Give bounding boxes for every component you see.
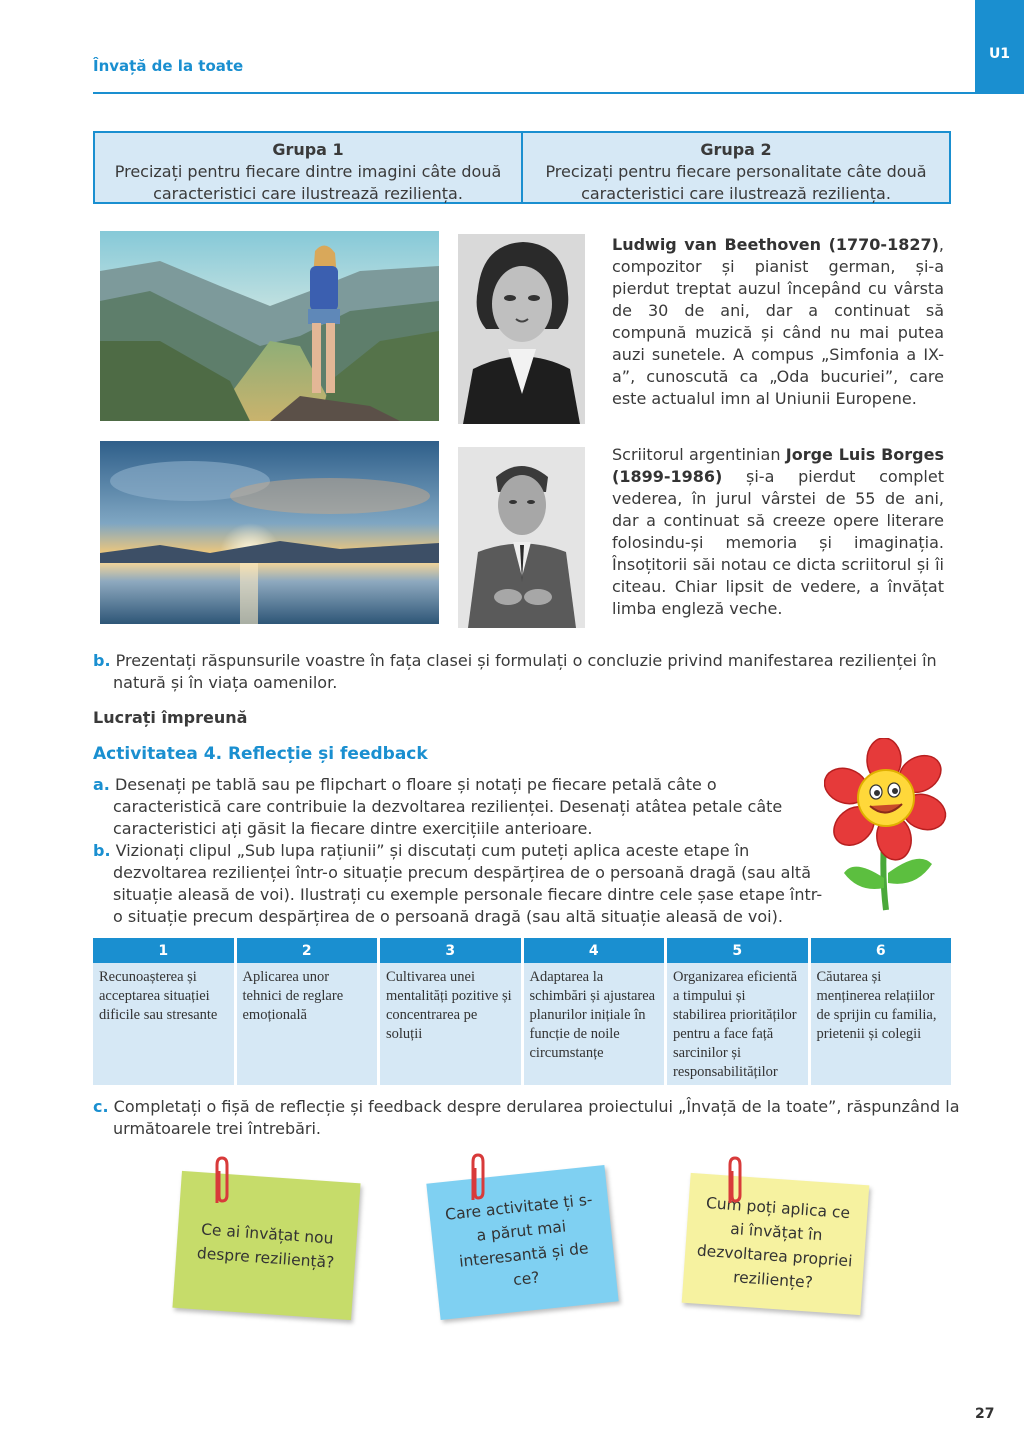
step-column	[811, 938, 952, 1085]
item-b-text: Prezentați răspunsurile voastre în fața clasei și formulați o concluzie privind manifestarea rezilienței în natură și în viața oamenilor.	[113, 651, 937, 692]
sticky-note	[426, 1165, 618, 1320]
activity-c-label: c.	[93, 1097, 109, 1116]
step-column	[380, 938, 521, 1085]
note-text: Care activitate ți s-a părut mai interesantă și de ce?	[444, 1190, 594, 1289]
paperclip-icon	[723, 1155, 745, 1207]
group-1-line2: caracteristici care ilustrează reziliența.	[153, 184, 463, 203]
group-2-title: Grupa 2	[700, 140, 772, 159]
borges-name: Jorge Luis Borges (1899-1986)	[612, 445, 944, 486]
item-b	[93, 650, 971, 694]
beethoven-text: , compozitor și pianist german, și-a pierdut treptat auzul începând cu vârsta de 30 de ani, dar a continuat să compună muzică și când nu mai putea auzi sunetele. A compus „Simfonia a IX-a”, cunoscută ca „Oda bucuriei”, care este actualul imn al Uniunii Europene.	[612, 235, 944, 408]
sticky-note	[682, 1173, 870, 1315]
activity-item-a	[93, 774, 827, 840]
step-text: Organizarea eficientă a timpului și stabilirea priorităților pentru a face față sarcinilor și responsabilităților	[667, 963, 808, 1085]
unit-tab: U1	[975, 0, 1024, 94]
note-text: Cum poți aplica ce ai învățat în dezvoltarea propriei reziliențe?	[696, 1194, 853, 1292]
paperclip-icon	[210, 1155, 232, 1207]
running-header: Învață de la toate	[93, 57, 244, 75]
smiling-flower-illustration	[824, 738, 954, 913]
paperclip-icon	[466, 1152, 488, 1204]
step-text: Aplicarea unor tehnici de reglare emoțională	[237, 963, 378, 1085]
section-heading: Lucrați împreună	[93, 708, 248, 727]
activity-c-text: Completați o fișă de reflecție și feedback despre derularea proiectului „Învață de la toate”, răspunzând la următoarele trei întrebări.	[113, 1097, 960, 1138]
page-number: 27	[975, 1406, 995, 1422]
step-number: 6	[811, 938, 952, 963]
header-divider	[93, 92, 975, 94]
step-number: 1	[93, 938, 234, 963]
step-number: 4	[524, 938, 665, 963]
borges-portrait	[458, 447, 585, 628]
step-column	[667, 938, 808, 1085]
activity-title: Activitatea 4. Reflecție și feedback	[93, 744, 428, 764]
beethoven-name: Ludwig van Beethoven (1770-1827)	[612, 235, 939, 254]
activity-item-c	[93, 1096, 971, 1140]
note-text: Ce ai învățat nou despre reziliență?	[196, 1219, 335, 1272]
groups-table	[93, 131, 951, 204]
step-text: Adaptarea la schimbări și ajustarea planurilor inițiale în funcție de noile circumstanțe	[524, 963, 665, 1085]
activity-a-text: Desenați pe tablă sau pe flipchart o floare și notați pe fiecare petală câte o caracteristică care contribuie la dezvoltarea rezilienței. Desenați atâtea petale câte caracteristici ați găsit la fiecare dintre exercițiile anterioare.	[113, 775, 783, 838]
group-2-line1: Precizați pentru fiecare personalitate câte două	[545, 162, 927, 181]
resilience-steps-table	[93, 938, 951, 1085]
group-1-cell	[95, 133, 521, 202]
item-b-label: b.	[93, 651, 111, 670]
group-1-line1: Precizați pentru fiecare dintre imagini câte două	[114, 162, 502, 181]
group-1-title: Grupa 1	[272, 140, 344, 159]
activity-item-b	[93, 840, 827, 928]
beethoven-portrait	[458, 234, 585, 424]
step-number: 3	[380, 938, 521, 963]
step-column	[237, 938, 378, 1085]
activity-b-text: Vizionați clipul „Sub lupa rațiunii” și discutați cum puteți aplica aceste etape în dezvoltarea rezilienței într-o situație precum despărțirea de o persoană dragă (sau altă situație aleasă de voi). Ilustrați cu exemple personale fiecare dintre cele șase etape într-o situație precum despărțirea de o persoană dragă (sau altă situație aleasă de voi).	[113, 841, 823, 926]
activity-b-label: b.	[93, 841, 111, 860]
group-2-line2: caracteristici care ilustrează reziliența.	[581, 184, 891, 203]
borges-text: și-a pierdut complet vederea, în jurul vârstei de 55 de ani, dar a continuat să creeze opere literare folosindu-și memoria și imaginația. Însoțitorii săi notau ce dicta scriitorul și îi citeau. Chiar lipsit de vedere, a învățat limba engleză veche.	[612, 467, 944, 618]
step-number: 2	[237, 938, 378, 963]
beethoven-bio	[612, 234, 944, 410]
step-column	[524, 938, 665, 1085]
sticky-note	[172, 1171, 360, 1320]
group-2-cell	[521, 133, 949, 202]
step-text: Recunoașterea și acceptarea situației dificile sau stresante	[93, 963, 234, 1085]
mountain-valley-photo	[100, 231, 439, 421]
borges-bio	[612, 444, 944, 620]
lake-sunset-photo	[100, 441, 439, 624]
activity-a-label: a.	[93, 775, 110, 794]
borges-before: Scriitorul argentinian	[612, 445, 786, 464]
step-number: 5	[667, 938, 808, 963]
step-column	[93, 938, 234, 1085]
step-text: Căutarea și menținerea relațiilor de sprijin cu familia, prietenii și colegii	[811, 963, 952, 1085]
step-text: Cultivarea unei mentalități pozitive și concentrarea pe soluții	[380, 963, 521, 1085]
